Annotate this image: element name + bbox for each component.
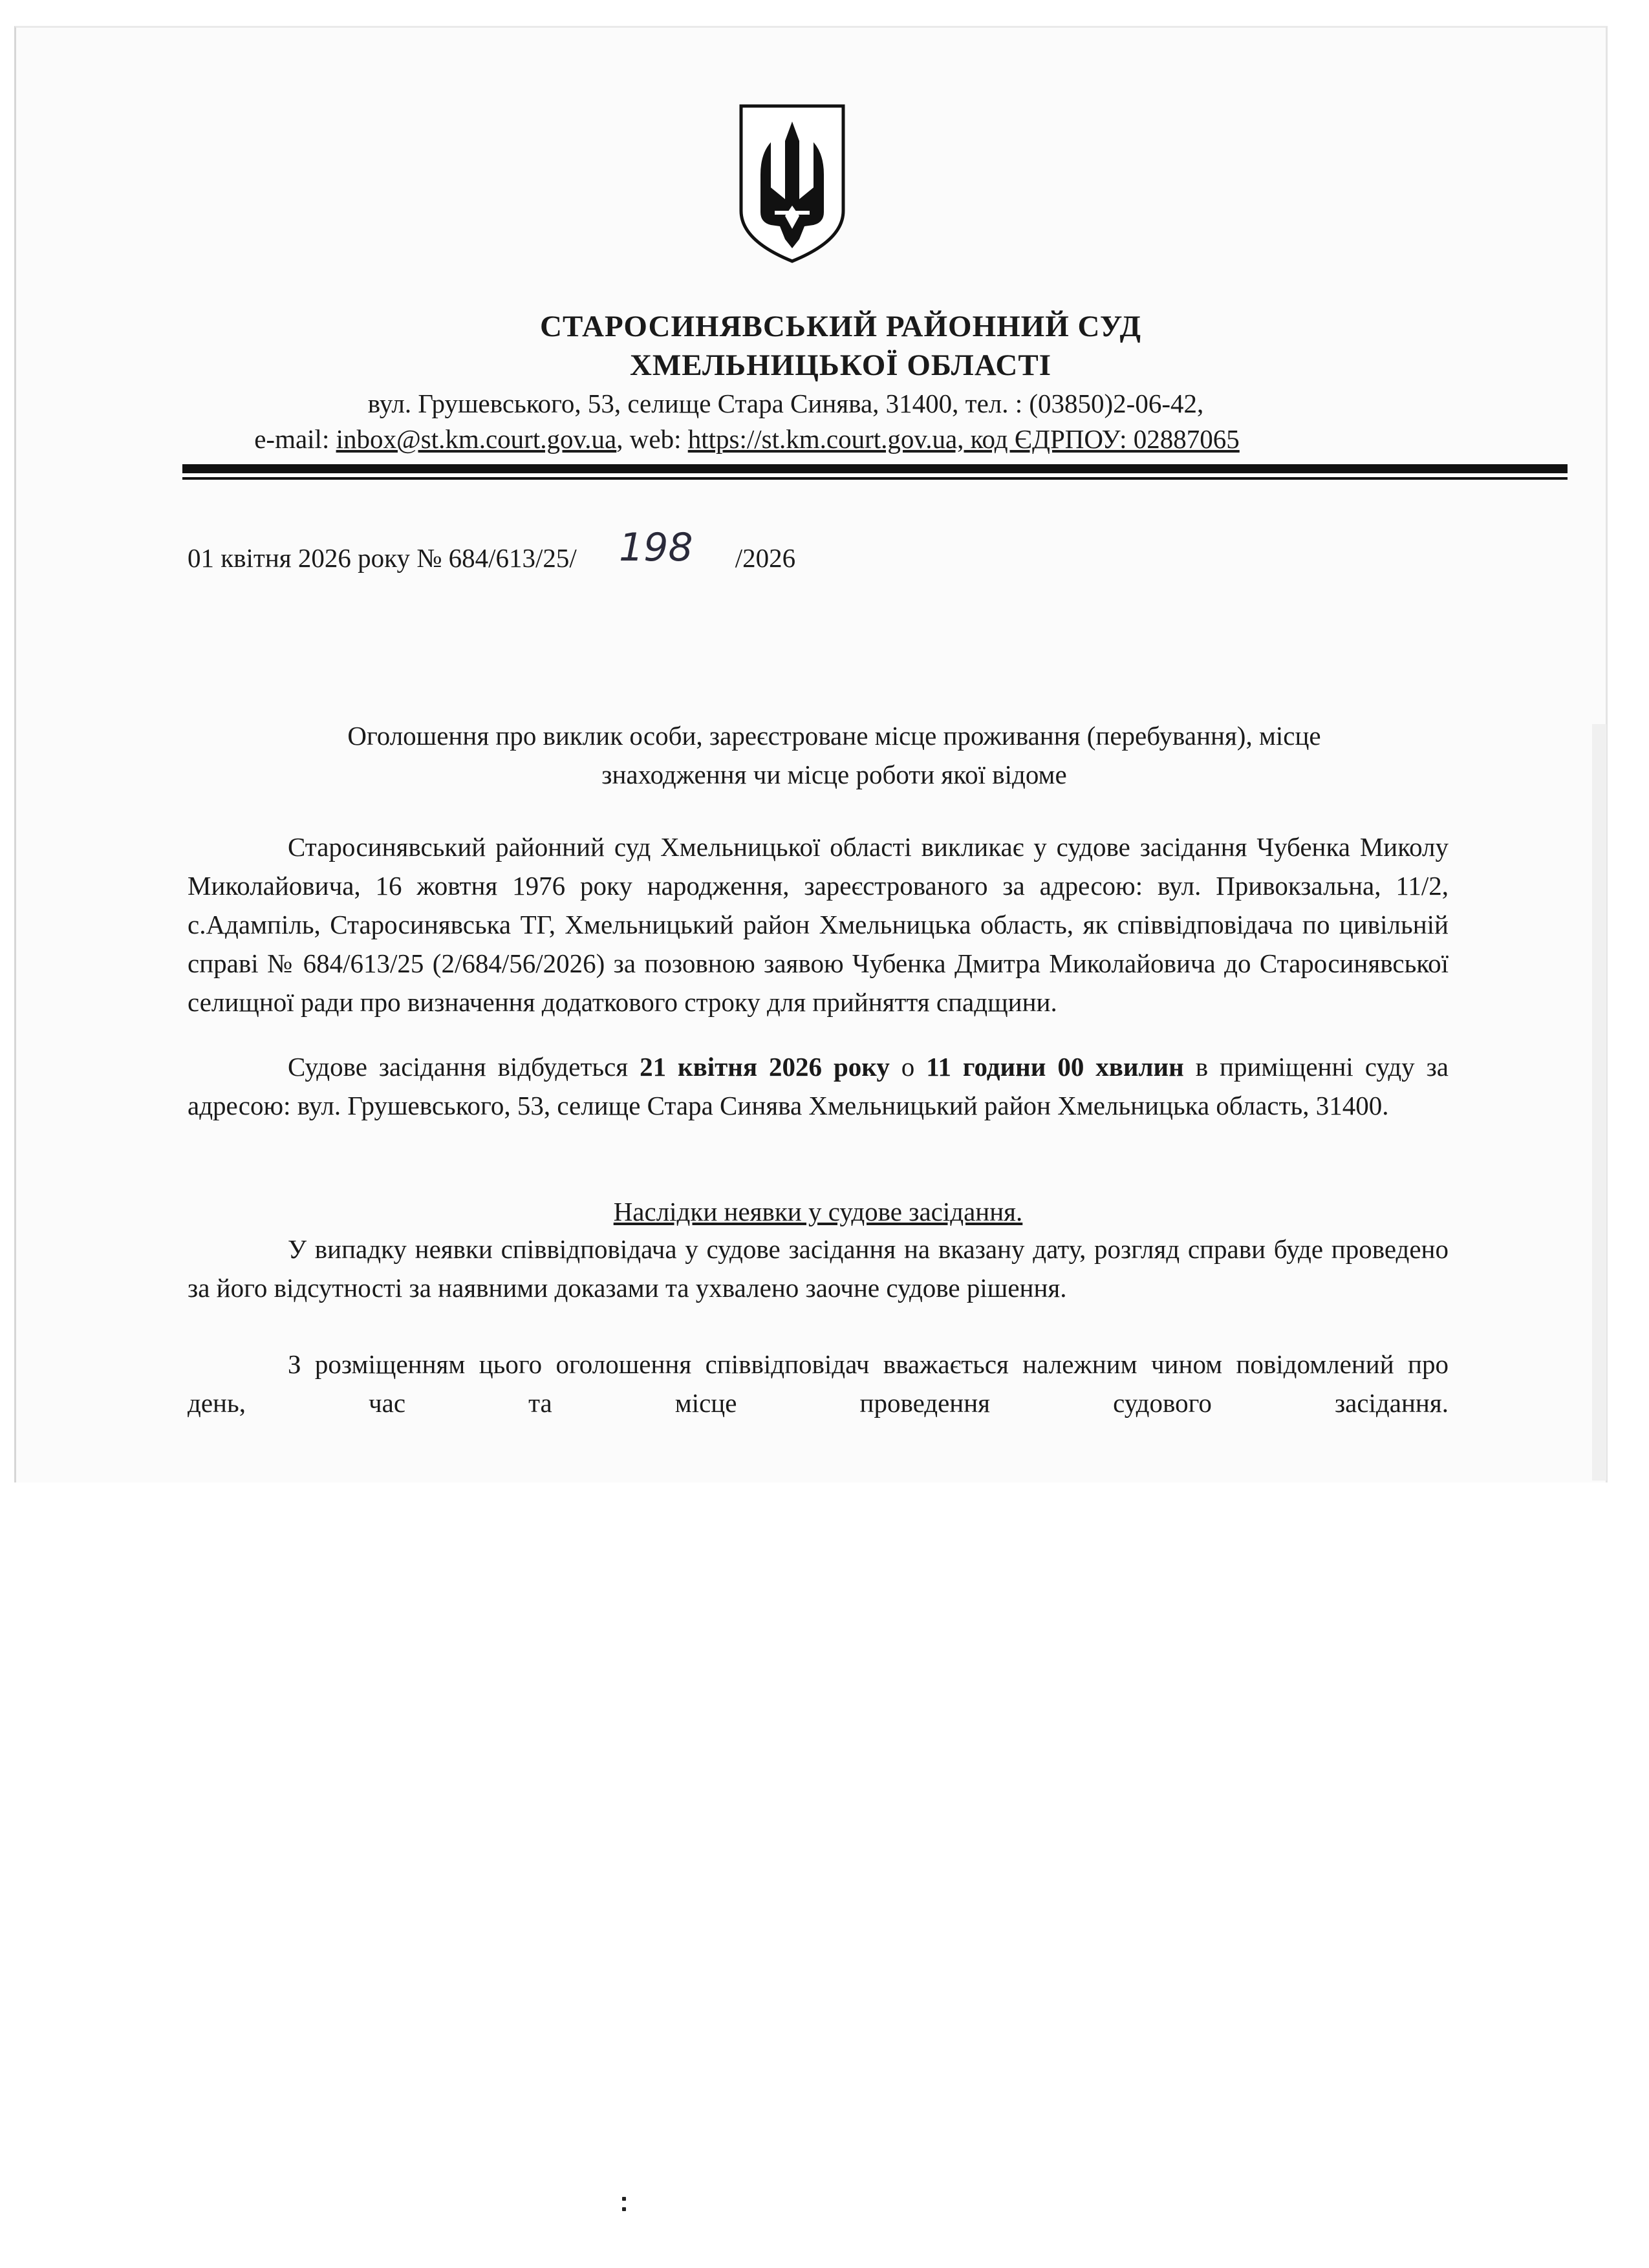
header-divider-thin — [182, 477, 1568, 480]
summons-text: Старосинявський районний суд Хмельницької області викликає у судове засідання Чубенка Миколу Миколайовича, 16 жовтня 1976 року народження, зареєстрованого за адресою: вул. Привокзальна, 11/2, с.Адампіль, Старосинявська ТГ, Хмельницький район Хмельницька область, як співвідповідача по цивільній справі № 684/613/25 (2/684/56/2026) за позовною заявою Чубенка Дмитра Миколайовича до Старосинявської селищної ради про визначення додаткового строку для прийняття спадщини. — [188, 832, 1449, 1017]
court-address: вул. Грушевського, 53, селище Стара Синява, 31400, тел. : (03850)2-06-42, — [367, 389, 1204, 418]
paragraph-hearing — [188, 1047, 1449, 1125]
coat-of-arms-icon — [737, 102, 847, 265]
hearing-place: в приміщенні суду за адресою: вул. Грушевського, 53, селище Стара Синява Хмельницький район Хмельницька область, 31400. — [188, 1052, 1449, 1120]
hearing-intro: Судове засідання відбудеться — [288, 1052, 640, 1082]
consequences-text: У випадку неявки співвідповідача у судове засідання на вказану дату, розгляд справи буде проведено за його відсутності за наявними доказами та ухвалено заочне судове рішення. — [188, 1234, 1449, 1303]
court-name-line1: СТАРОСИНЯВСЬКИЙ РАЙОННИЙ СУД — [540, 310, 1141, 343]
paragraph-summons — [188, 828, 1449, 1022]
web-label: , web: — [616, 424, 688, 454]
scan-speck — [622, 2197, 627, 2223]
title-line2: знаходження чи місце роботи якої відоме — [601, 760, 1067, 789]
consequences-heading: Наслідки неявки у судове засідання. — [613, 1197, 1023, 1226]
notice-text: З розміщенням цього оголошення співвідповідач вважається належним чином повідомлений про день, час та місце проведення судового засідання. — [188, 1349, 1449, 1418]
email-link[interactable]: inbox@st.km.court.gov.ua — [336, 424, 617, 454]
handwritten-number: 198 — [619, 525, 693, 570]
registration-suffix: /2026 — [735, 543, 796, 573]
paragraph-consequences — [188, 1230, 1449, 1307]
paragraph-notice — [188, 1345, 1449, 1422]
registration-prefix: 01 квітня 2026 року № 684/613/25/ — [188, 543, 577, 573]
title-line1: Оголошення про виклик особи, зареєстроване місце проживання (перебування), місце — [347, 721, 1321, 751]
hearing-time: 11 години 00 хвилин — [926, 1052, 1184, 1082]
court-name-line2: ХМЕЛЬНИЦЬКОЇ ОБЛАСТІ — [629, 348, 1052, 382]
registration-line — [188, 525, 796, 577]
header-divider-thick — [182, 464, 1568, 473]
announcement-title — [194, 716, 1474, 794]
web-link[interactable]: https://st.km.court.gov.ua, код ЄДРПОУ: 02887065 — [687, 424, 1240, 454]
hearing-at: о — [889, 1052, 927, 1082]
sheet-edge — [1592, 724, 1606, 1481]
court-contacts — [52, 423, 1442, 455]
hearing-date: 21 квітня 2026 року — [640, 1052, 890, 1082]
email-label: e-mail: — [254, 424, 336, 454]
